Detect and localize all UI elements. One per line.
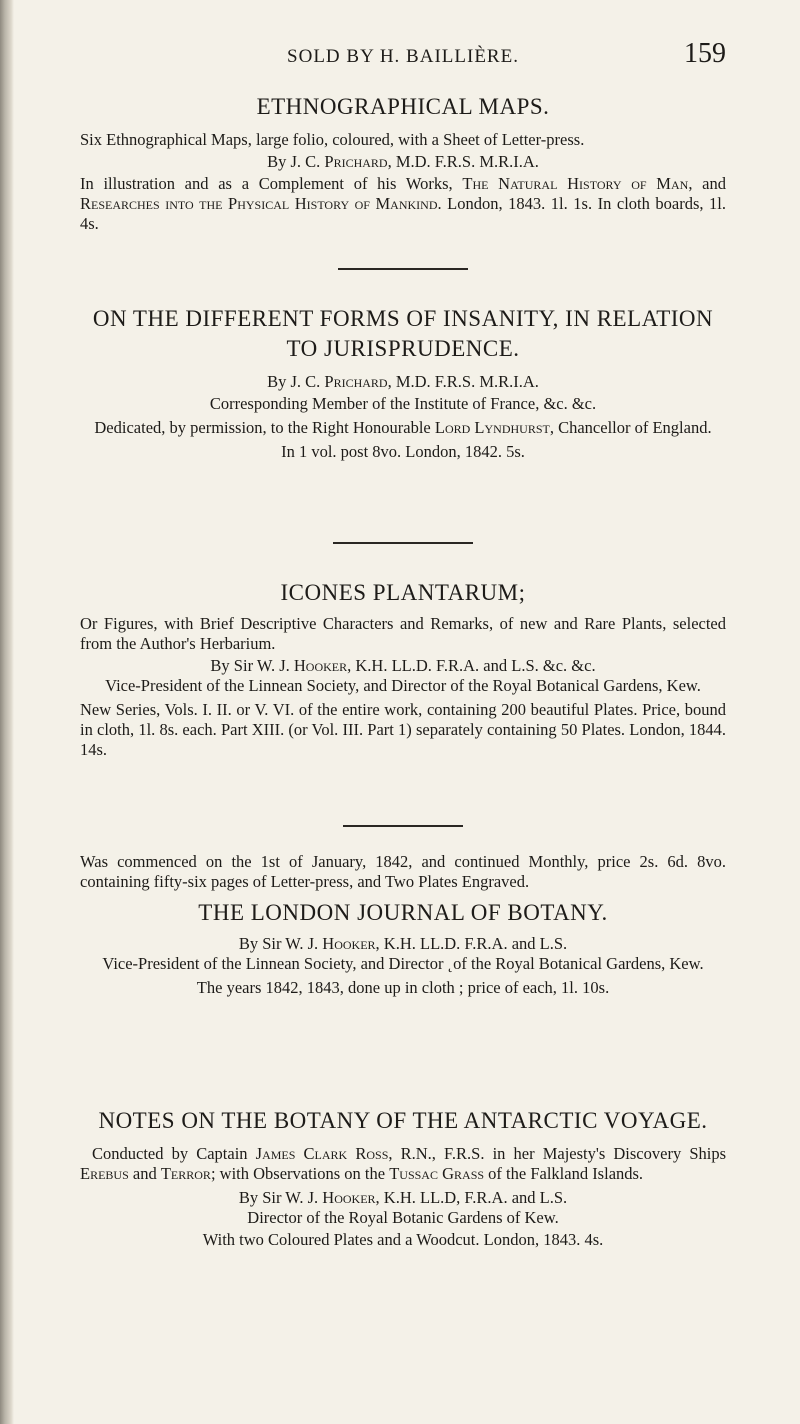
running-head-title: SOLD BY H. BAILLIÈRE. — [287, 46, 519, 67]
listing-author: By J. C. Prichard, M.D. F.R.S. M.R.I.A. — [267, 372, 539, 391]
listing-description: Six Ethnographical Maps, large folio, coloured, with a Sheet of Letter-press. — [80, 130, 585, 149]
listing-author: By Sir W. J. Hooker, K.H. LL.D. F.R.A. and L.S. — [238, 934, 568, 953]
listing-series: New Series, Vols. I. II. or V. VI. of the entire work, containing 200 beautiful Plates. Price, bound in cloth, 1l. 8s. each. Part XIII. (or Vol. III. Part 1) separately containing 50 Plates. London, 1844. 14s. — [80, 700, 726, 759]
listing-office: Vice-President of the Linnean Society, and Director of the Royal Botanical Gardens, Kew. — [105, 676, 701, 695]
listing-antarctic-voyage — [80, 1106, 726, 1250]
listing-heading: ICONES PLANTARUM; — [280, 580, 526, 605]
listing-plates: With two Coloured Plates and a Woodcut. London, 1843. 4s. — [202, 1230, 604, 1249]
listing-description: Conducted by Captain James Clark Ross, R.N., F.R.S. in her Majesty's Discovery Ships Erebus and Terror; with Observations on the Tussac Grass of the Falkland Islands. — [80, 1144, 726, 1183]
listing-heading: THE LONDON JOURNAL OF BOTANY. — [198, 900, 608, 925]
listing-london-journal — [80, 852, 726, 998]
listing-ethnographical-maps — [80, 92, 726, 234]
listing-intro: Was commenced on the 1st of January, 1842, and continued Monthly, price 2s. 6d. 8vo. containing fifty-six pages of Letter-press, and Two Plates Engraved. — [80, 852, 726, 891]
listing-office: Director of the Royal Botanic Gardens of Kew. — [247, 1208, 559, 1227]
listing-icones-plantarum — [80, 578, 726, 760]
running-header — [80, 38, 726, 78]
listing-heading: NOTES ON THE BOTANY OF THE ANTARCTIC VOYAGE. — [98, 1108, 708, 1133]
listing-description: Or Figures, with Brief Descriptive Characters and Remarks, of new and Rare Plants, selected from the Author's Herbarium. — [80, 614, 726, 653]
listing-heading: ON THE DIFFERENT FORMS OF INSANITY, IN RELATION TO JURISPRUDENCE. — [92, 306, 714, 361]
listing-author: By Sir W. J. Hooker, K.H. LL.D. F.R.A. and L.S. &c. &c. — [210, 656, 596, 675]
section-divider — [343, 825, 463, 827]
listing-author: By Sir W. J. Hooker, K.H. LL.D, F.R.A. and L.S. — [238, 1188, 568, 1207]
listing-insanity — [80, 304, 726, 462]
page-number: 159 — [684, 38, 726, 69]
section-divider — [338, 268, 468, 270]
listing-edition: In 1 vol. post 8vo. London, 1842. 5s. — [281, 442, 525, 461]
section-divider — [333, 542, 473, 544]
listing-price: The years 1842, 1843, done up in cloth ; price of each, 1l. 10s. — [196, 978, 610, 997]
listing-heading: ETHNOGRAPHICAL MAPS. — [256, 94, 550, 119]
listing-office: Vice-President of the Linnean Society, and Director ˛of the Royal Botanical Gardens, Kew. — [102, 954, 704, 973]
listing-dedication: Dedicated, by permission, to the Right Honourable Lord Lyndhurst, Chancellor of England. — [94, 418, 712, 437]
scan-edge — [0, 0, 14, 1424]
listing-membership: Corresponding Member of the Institute of France, &c. &c. — [209, 394, 597, 413]
listing-author: By J. C. Prichard, M.D. F.R.S. M.R.I.A. — [267, 152, 539, 171]
listing-details: In illustration and as a Complement of his Works, The Natural History of Man, and Researches into the Physical History of Mankind. London, 1843. 1l. 1s. In cloth boards, 1l. 4s. — [80, 174, 726, 233]
